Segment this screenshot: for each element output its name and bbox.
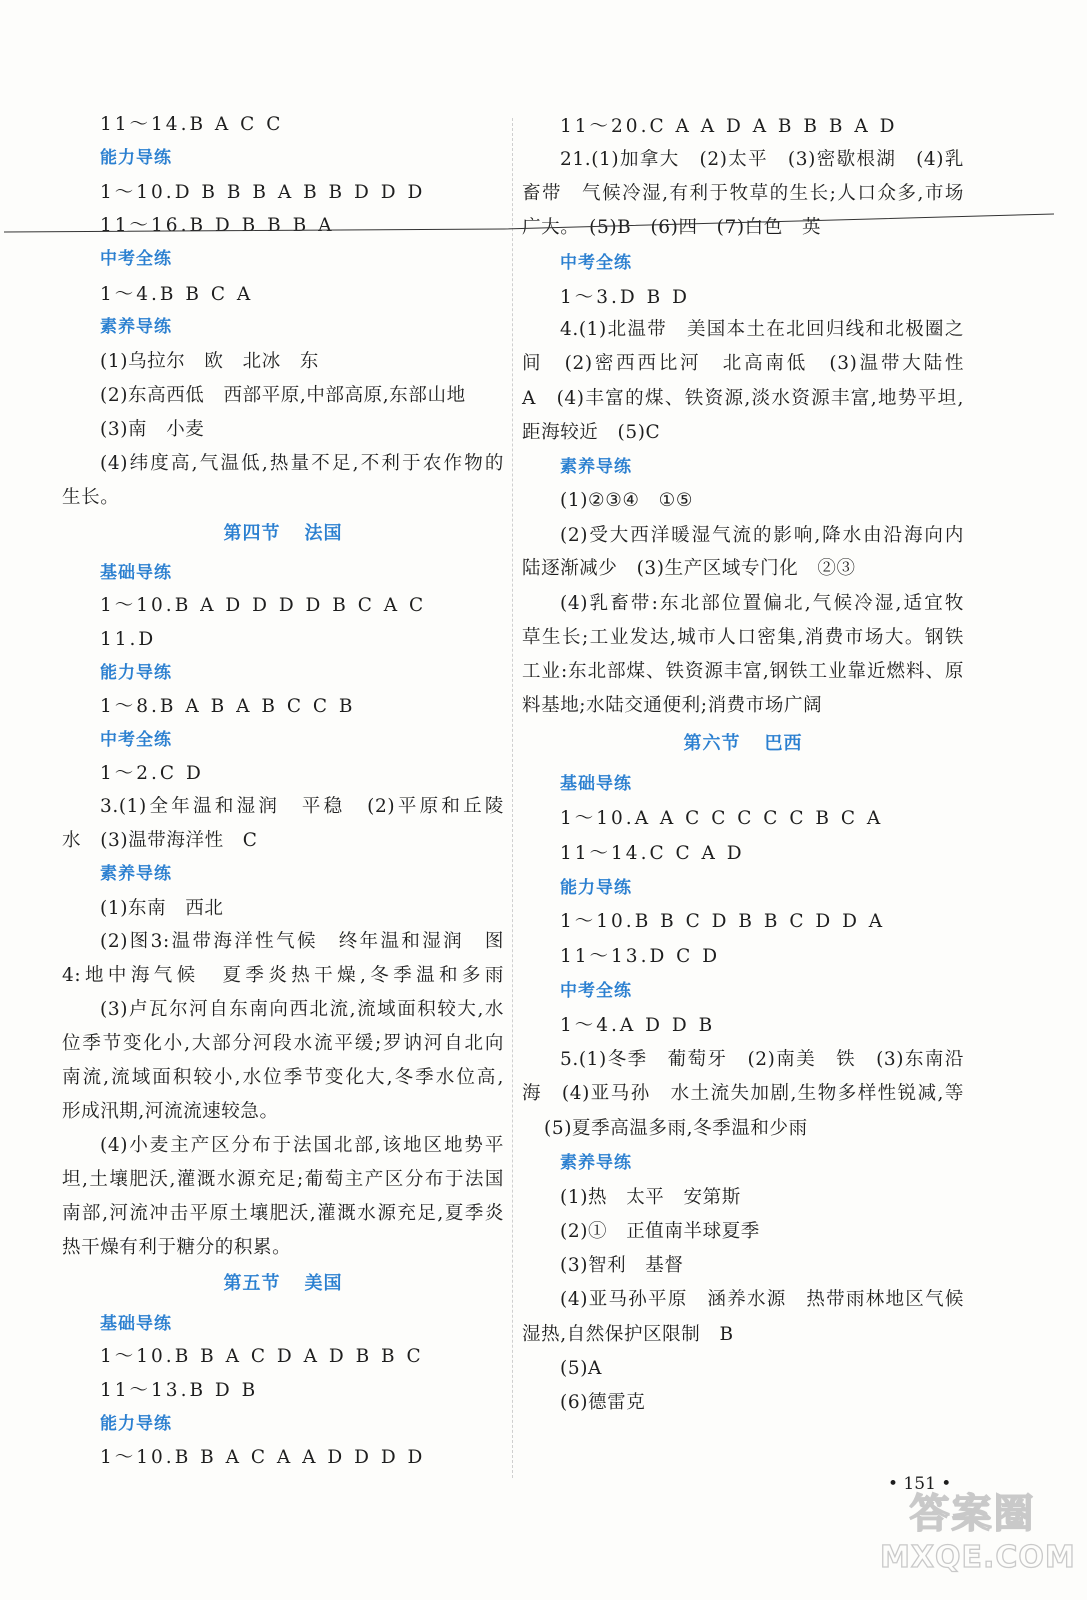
answer-line: 11～13.D C D: [560, 946, 721, 967]
answer-line: 11～14.C C A D: [560, 843, 745, 864]
answer-line: 11～20.C A A D A B B B A D: [560, 116, 898, 137]
section-number: 第六节: [683, 733, 741, 754]
section-name: 美国: [304, 1273, 343, 1294]
answer-line: 4.(1)北温带 美国本土在北回归线和北极圈之: [560, 319, 964, 340]
section-label-zhongkao: 中考全练: [560, 981, 632, 1001]
section-label-jichu: 基础导练: [100, 563, 172, 583]
answer-line: 1～10.B B A C A A D D D D: [100, 1447, 426, 1468]
answer-line: 工业:东北部煤、铁资源丰富,钢铁工业靠近燃料、原: [522, 661, 964, 682]
answer-line: 位季节变化小,大部分河段水流平缓;罗讷河自北向: [62, 1033, 504, 1054]
answer-line: 热干燥有利于糖分的积累。: [62, 1237, 292, 1258]
section-number: 第四节: [223, 523, 281, 544]
answer-line: 1～2.C D: [100, 763, 204, 784]
section-label-nengli: 能力导练: [560, 878, 632, 898]
answer-line: 1～10.A A C C C C C B C A: [560, 808, 884, 829]
answer-line: (2)东高西低 西部平原,中部高原,东部山地: [100, 385, 466, 406]
scan-crease-line: [4, 212, 1054, 236]
section-label-suyang: 素养导练: [560, 457, 632, 477]
answer-line: 4:地中海气候 夏季炎热干燥,冬季温和多雨: [62, 965, 504, 986]
answer-line: 料基地;水陆交通便利;消费市场广阔: [522, 695, 823, 716]
section-label-jichu: 基础导练: [100, 1314, 172, 1334]
answer-line: 21.(1)加拿大 (2)太平 (3)密歇根湖 (4)乳: [560, 149, 964, 170]
answer-line: (3)卢瓦尔河自东南向西北流,流域面积较大,水: [100, 999, 504, 1020]
answer-line: (3)南 小麦: [100, 419, 205, 440]
answer-line: 畜带 气候冷湿,有利于牧草的生长;人口众多,市场: [522, 183, 964, 204]
answer-line: (3)智利 基督: [560, 1255, 684, 1276]
answer-line: 陆逐渐减少 (3)生产区域专门化 ②③: [522, 558, 856, 579]
answer-line: 海 (4)亚马孙 水土流失加剧,生物多样性锐减,等: [522, 1083, 964, 1104]
section-label-nengli: 能力导练: [100, 1414, 172, 1434]
answer-line: (2)① 正值南半球夏季: [560, 1221, 760, 1242]
answer-line: (4)亚马孙平原 涵养水源 热带雨林地区气候: [560, 1289, 964, 1310]
section-title-usa: [62, 1272, 504, 1296]
section-label-zhongkao: 中考全练: [560, 253, 632, 273]
section-label-zhongkao: 中考全练: [100, 249, 172, 269]
answer-line: 南部,河流冲击平原土壤肥沃,灌溉水源充足,夏季炎: [62, 1203, 504, 1224]
page-number: • 151 •: [888, 1474, 952, 1494]
section-label-suyang: 素养导练: [100, 864, 172, 884]
answer-line: 11～13.B D B: [100, 1380, 259, 1401]
section-name: 巴西: [764, 733, 803, 754]
answer-line: 间 (2)密西西比河 北高南低 (3)温带大陆性: [522, 353, 964, 374]
answer-line: (1)东南 西北: [100, 898, 224, 919]
answer-line: (6)德雷克: [560, 1392, 646, 1413]
answer-line: 坦,土壤肥沃,灌溉水源充足;葡萄主产区分布于法国: [62, 1169, 504, 1190]
watermark-logo: [880, 1482, 1076, 1592]
answer-line: 广大。 (5)B (6)四 (7)白色 英: [522, 217, 822, 238]
section-label-zhongkao: 中考全练: [100, 730, 172, 750]
answer-line: (4)乳畜带:东北部位置偏北,气候冷湿,适宜牧: [560, 593, 964, 614]
answer-line: 1～10.B A D D D D B C A C: [100, 595, 427, 616]
section-label-suyang: 素养导练: [560, 1153, 632, 1173]
section-number: 第五节: [223, 1273, 281, 1294]
answer-line: 南流,流域面积较小,水位季节变化大,冬季水位高,: [62, 1067, 504, 1088]
answer-line: 3.(1)全年温和湿润 平稳 (2)平原和丘陵: [100, 796, 504, 817]
answer-line: 5.(1)冬季 葡萄牙 (2)南美 铁 (3)东南沿: [560, 1049, 964, 1070]
watermark-text: 答案圈: [909, 1491, 1036, 1537]
section-title-france: [62, 522, 504, 546]
section-label-nengli: 能力导练: [100, 148, 172, 168]
section-name: 法国: [304, 523, 343, 544]
section-title-brazil: [522, 732, 964, 756]
section-label-nengli: 能力导练: [100, 663, 172, 683]
section-label-suyang: 素养导练: [100, 317, 172, 337]
answer-line: 11.D: [100, 629, 157, 650]
answer-line: 草生长;工业发达,城市人口密集,消费市场大。钢铁: [522, 627, 964, 648]
answer-line: 11～16.B D B B B A: [100, 215, 335, 236]
answer-line: 生长。: [62, 487, 120, 508]
answer-line: 距海较近 (5)C: [522, 422, 661, 443]
answer-line: (1)乌拉尔 欧 北冰 东: [100, 351, 320, 372]
answer-line: (5)夏季高温多雨,冬季温和少雨: [544, 1118, 808, 1139]
answer-line: 1～10.B B C D B B C D D A: [560, 911, 886, 932]
answer-line: 湿热,自然保护区限制 B: [522, 1324, 734, 1345]
answer-line: (1)②③④ ①⑤: [560, 490, 694, 511]
answer-line: 1～3.D B D: [560, 287, 690, 308]
watermark-url: MXQE.COM: [880, 1540, 1076, 1575]
answer-line: 1～10.B B A C D A D B B C: [100, 1346, 424, 1367]
answer-line: 11～14.B A C C: [100, 114, 284, 135]
column-divider: [512, 118, 513, 1478]
answer-line: 1～4.B B C A: [100, 284, 254, 305]
answer-line: (1)热 太平 安第斯: [560, 1187, 741, 1208]
answer-line: (4)纬度高,气温低,热量不足,不利于农作物的: [100, 453, 504, 474]
answer-line: 1～8.B A B A B C C B: [100, 696, 356, 717]
answer-line: 1～10.D B B B A B B D D D: [100, 182, 426, 203]
section-label-jichu: 基础导练: [560, 774, 632, 794]
answer-line: 1～4.A D D B: [560, 1015, 716, 1036]
answer-line: (5)A: [560, 1358, 602, 1379]
answer-line: 水 (3)温带海洋性 C: [62, 830, 258, 851]
answer-line: (2)受大西洋暖湿气流的影响,降水由沿海向内: [560, 525, 964, 546]
answer-line: (4)小麦主产区分布于法国北部,该地区地势平: [100, 1135, 504, 1156]
answer-line: (2)图3:温带海洋性气候 终年温和湿润 图: [100, 931, 504, 952]
answer-line: A (4)丰富的煤、铁资源,淡水资源丰富,地势平坦,: [522, 388, 964, 409]
answer-line: 形成汛期,河流流速较急。: [62, 1101, 279, 1122]
